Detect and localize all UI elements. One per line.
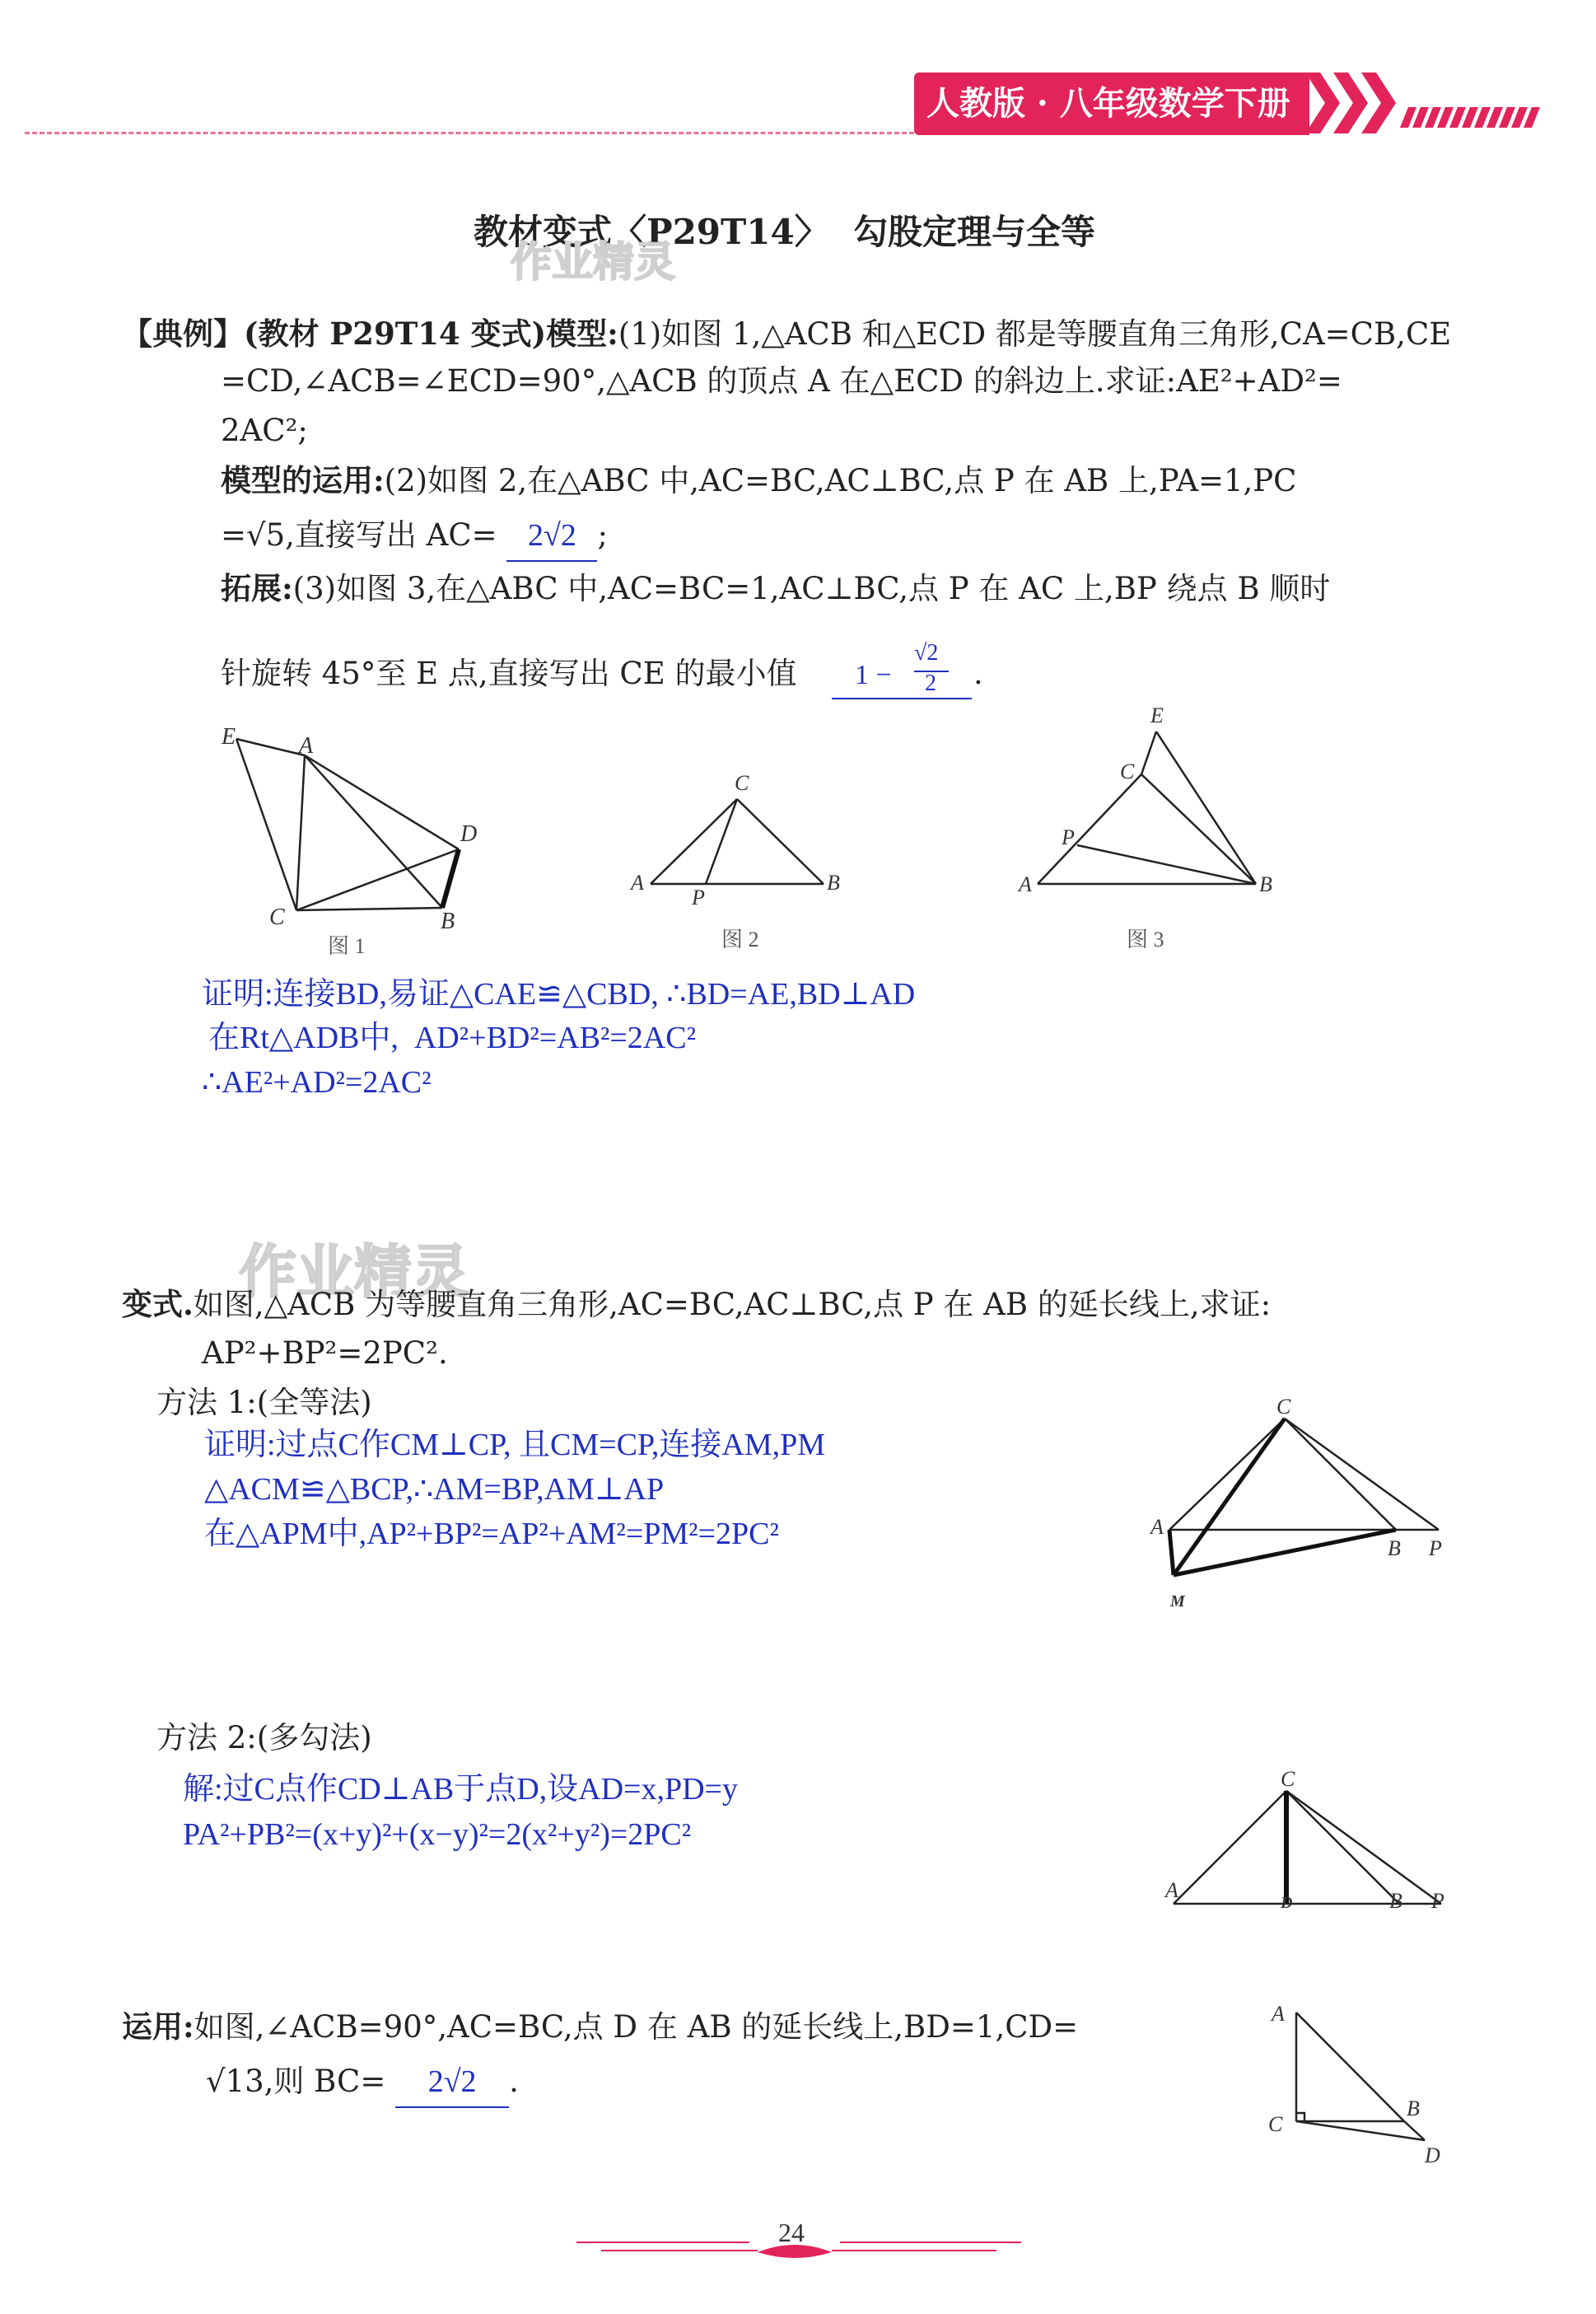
fig4-label-m: M [1170, 1592, 1185, 1610]
figure-2 [626, 762, 865, 910]
fig5-label-p: P [1431, 1889, 1444, 1910]
fig3-label-p: P [1062, 825, 1075, 849]
header-chevrons [1305, 66, 1552, 140]
example-proof-line3: ∴AE²+AD²=2AC² [202, 1065, 432, 1100]
fig1-label-c: C [269, 905, 285, 930]
application-text1: 如图,∠ACB=90°,AC=BC,点 D 在 AB 的延长线上,BD=1,CD= [194, 2009, 1079, 2045]
fig2-label-c: C [735, 771, 749, 795]
use-line2 [221, 511, 608, 562]
fig5-label-d: D [1281, 1894, 1293, 1910]
method2-title: 方法 2:(多勾法) [156, 1720, 372, 1755]
fig1-label-a: A [299, 733, 314, 759]
fig1-label-e: E [222, 725, 236, 750]
figure-2-caption: 图 2 [721, 928, 759, 951]
fig6-label-d: D [1425, 2143, 1440, 2167]
application-line2 [206, 2057, 519, 2108]
watermark-middle: 作业精灵 [239, 1238, 469, 1306]
figure-6 [1260, 1998, 1449, 2179]
use-end: ; [597, 517, 608, 553]
application-text2: √13,则 BC= [206, 2064, 386, 2099]
fig6-label-b: B [1407, 2097, 1420, 2120]
use-line1 [221, 456, 1297, 506]
fig4-label-p: P [1429, 1536, 1442, 1560]
use-label: 模型的运用: [221, 462, 385, 498]
fig3-label-a: A [1019, 872, 1032, 896]
header-badge-text: 人教版 · 八年级数学下册 [926, 84, 1290, 123]
variant-label: 变式. [122, 1286, 194, 1322]
fig6-label-c: C [1268, 2112, 1283, 2136]
variant-text1: 如图,△ACB 为等腰直角三角形,AC=BC,AC⊥BC,点 P 在 AB 的延长线上,求证: [193, 1287, 1272, 1322]
fig5-label-b: B [1389, 1889, 1402, 1910]
example-lead: 【典例】 [122, 316, 244, 352]
fig4-label-c: C [1276, 1395, 1291, 1419]
fig5-label-a: A [1165, 1878, 1178, 1902]
fig5-label-c: C [1281, 1767, 1295, 1791]
method1-line3: 在△APM中,AP²+BP²=AP²+AM²=PM²=2PC² [204, 1517, 779, 1551]
fig1-label-b: B [441, 909, 455, 934]
figure-3 [1001, 696, 1297, 902]
fig2-label-a: A [631, 871, 644, 895]
use-text2: =√5,直接写出 AC= [221, 517, 497, 553]
method2-line2: PA²+PB²=(x+y)²+(x−y)²=2(x²+y²)=2PC² [183, 1817, 692, 1852]
ext-text2: 针旋转 45°至 E 点,直接写出 CE 的最小值 [221, 656, 797, 691]
fig1-label-d: D [460, 821, 478, 847]
ext-answer-a: 1 − [855, 660, 892, 690]
figure-1 [210, 725, 498, 956]
figure-1-caption: 图 1 [328, 934, 366, 958]
figure-3-caption: 图 3 [1127, 928, 1164, 951]
ext-line1 [221, 563, 1330, 614]
example-text1: (1)如图 1,△ACB 和△ECD 都是等腰直角三角形,CA=CB,CE [618, 316, 1452, 352]
method1-line2: △ACM≌△BCP,∴AM=BP,AM⊥AP [204, 1472, 665, 1507]
ext-end: . [973, 656, 983, 691]
ext-text: (3)如图 3,在△ABC 中,AC=BC=1,AC⊥BC,点 P 在 AC 上,BP 绕点 B 顺时 [292, 571, 1331, 606]
fig2-label-p: P [692, 886, 705, 909]
example-proof-line1: 证明:连接BD,易证△CAE≌△CBD, ∴BD=AE,BD⊥AD [202, 977, 916, 1012]
example-proof-line2: 在Rt△ADB中, AD²+BD²=AB²=2AC² [208, 1021, 696, 1055]
page-number: 24 [778, 2218, 805, 2247]
variant-line1 [122, 1279, 1271, 1330]
page-title: 教材变式〈P29T14〉 勾股定理与全等 [474, 212, 1095, 252]
watermark-top: 作业精灵 [511, 238, 675, 286]
fig3-label-e: E [1150, 704, 1164, 727]
fig4-label-a: A [1150, 1515, 1164, 1539]
method2-line1: 解:过C点作CD⊥AB于点D,设AD=x,PD=y [183, 1772, 738, 1807]
method1-title: 方法 1:(全等法) [156, 1385, 372, 1420]
figure-5 [1157, 1728, 1478, 1910]
ext-answer-num: √2 [914, 640, 939, 666]
use-answer: 2√2 [506, 511, 597, 562]
application-end: . [509, 2064, 519, 2099]
use-text: (2)如图 2,在△ABC 中,AC=BC,AC⊥BC,点 P 在 AB 上,PA=1,PC [384, 463, 1297, 498]
fig6-label-a: A [1272, 2002, 1285, 2026]
method1-line1: 证明:过点C作CM⊥CP, 且CM=CP,连接AM,PM [204, 1428, 826, 1462]
fig2-label-b: B [827, 871, 840, 895]
fig4-label-b: B [1388, 1536, 1401, 1560]
fig3-label-b: B [1259, 872, 1272, 896]
example-lead2: (教材 P29T14 变式)模型: [244, 316, 618, 352]
application-label: 运用: [122, 2008, 194, 2045]
example-line3: 2AC²; [221, 413, 308, 448]
ext-answer [832, 640, 972, 699]
application-line1 [122, 2002, 1078, 2052]
header-dashed-line [25, 132, 914, 134]
application-answer: 2√2 [395, 2057, 509, 2108]
ext-label: 拓展: [221, 570, 293, 606]
example-line1 [122, 309, 1451, 359]
fig3-label-c: C [1120, 760, 1135, 783]
ext-line2 [221, 649, 796, 699]
variant-line2: AP²+BP²=2PC². [202, 1335, 448, 1371]
example-line2: =CD,∠ACB=∠ECD=90°,△ACB 的顶点 A 在△ECD 的斜边上.求证:AE²+AD²= [221, 363, 1342, 399]
figure-4 [1149, 1392, 1478, 1631]
ext-answer-den: 2 [925, 671, 936, 696]
